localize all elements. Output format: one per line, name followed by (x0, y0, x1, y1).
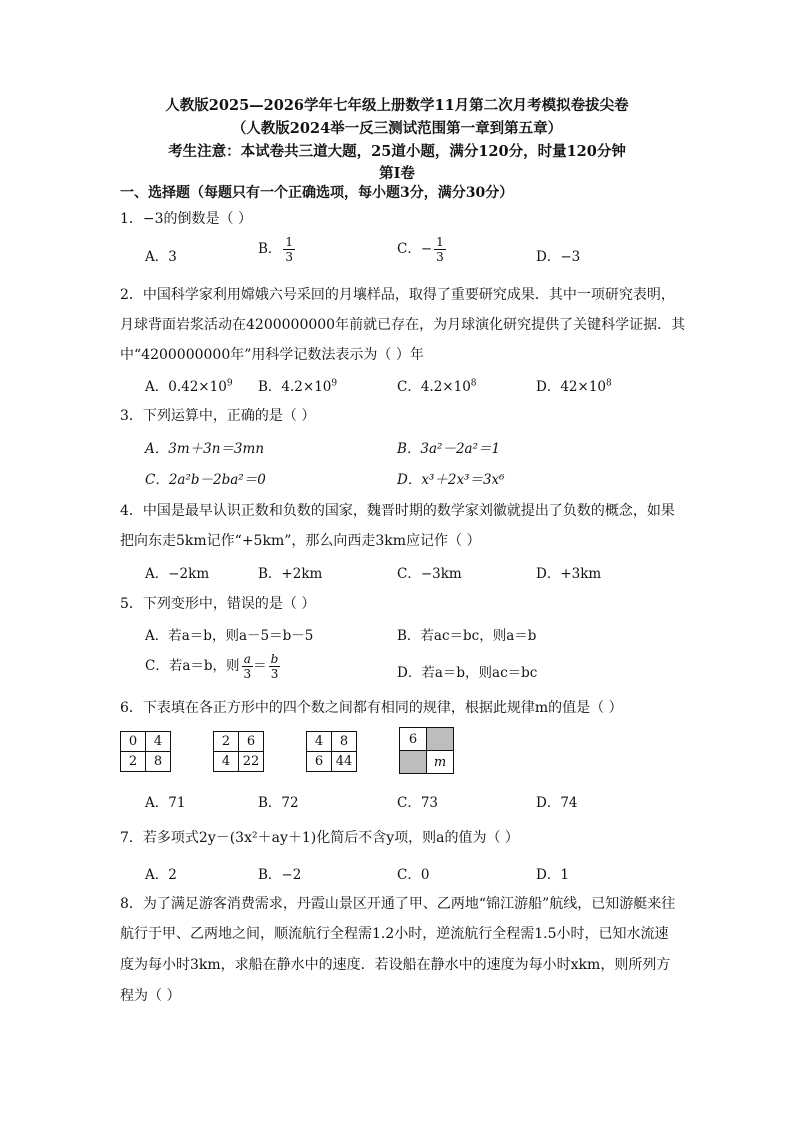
question-2-option-b: B．$4.2\times 10^9$ (258, 378, 338, 395)
question-2-line-1: 2．中国科学家利用嫦娥六号采回的月壤样品，取得了重要研究成果．其中一项研究表明， (120, 287, 675, 303)
question-2-option-a: A．$0.42\times 10^9$ (145, 378, 233, 395)
pattern-grid-1 (120, 731, 171, 772)
question-4-option-b: B．+2km (258, 566, 323, 582)
exam-notice: 考生注意：本试卷共三道大题，25道小题，满分120分，时量120分钟 (168, 143, 626, 160)
question-5-stem: 5．下列变形中，错误的是（ ） (120, 596, 316, 612)
question-4-option-a: A．−2km (145, 566, 210, 582)
shaded-cell (400, 751, 427, 774)
question-1-option-c: C．− $\frac{1}{3}$ (397, 235, 444, 264)
question-6-option-b: B．72 (258, 795, 299, 811)
question-8-line-1: 8．为了满足游客消费需求，丹霞山景区开通了甲、乙两地“锦江游船”航线，已知游艇来往 (120, 896, 676, 912)
question-8-line-3: 度为每小时3km，求船在静水中的速度．若设船在静水中的速度为每小时xkm，则所列方 (120, 957, 671, 973)
question-7-option-c: C．0 (397, 867, 430, 883)
grid-cell-m: m (427, 751, 454, 774)
question-7-option-d: D．1 (536, 867, 569, 883)
grid-cell: 8 (146, 752, 171, 772)
question-2-option-d: D．$42\times 10^8$ (536, 378, 612, 395)
question-3-stem: 3．下列运算中，正确的是（ ） (120, 408, 316, 424)
question-7-option-a: A．2 (145, 867, 177, 883)
grid-cell: 6 (400, 728, 427, 751)
exam-title: 人教版2025—2026学年七年级上册数学11月第二次月考模拟卷拔尖卷 (165, 97, 629, 114)
question-6-option-a: A．71 (145, 795, 186, 811)
question-1-option-d: D．−3 (536, 249, 581, 265)
question-8-line-4: 程为（ ） (120, 988, 181, 1004)
question-3-option-b: B．3a²－2a²＝1 (397, 441, 501, 457)
section-heading: 一、选择题（每题只有一个正确选项，每小题3分，满分30分） (120, 185, 514, 201)
grid-cell: 6 (239, 732, 264, 752)
question-6-option-c: C．73 (397, 795, 439, 811)
question-2-line-2: 月球背面岩浆活动在4200000000年前就已存在，为月球演化研究提供了关键科学证据．其 (120, 317, 686, 333)
question-2-line-3: 中“4200000000年”用科学记数法表示为（ ）年 (120, 347, 424, 363)
grid-cell: 4 (214, 752, 239, 772)
question-1-option-b: B． $\frac{1}{3}$ (258, 235, 294, 264)
grid-cell: 2 (121, 752, 146, 772)
question-1-stem: 1．−3的倒数是（ ） (120, 211, 252, 227)
grid-cell: 0 (121, 732, 146, 752)
question-3-option-c: C．2a²b－2ba²＝0 (145, 472, 266, 488)
question-7-option-b: B．−2 (258, 867, 302, 883)
grid-cell: 8 (332, 732, 357, 752)
grid-cell: 4 (146, 732, 171, 752)
question-4-option-c: C．−3km (397, 566, 462, 582)
pattern-grid-3 (306, 731, 357, 772)
grid-cell: 2 (214, 732, 239, 752)
question-4-option-d: D．+3km (536, 566, 602, 582)
exam-subtitle: （人教版2024举一反三测试范围第一章到第五章） (231, 120, 563, 137)
pattern-grid-2 (213, 731, 264, 772)
question-4-line-1: 4．中国是最早认识正数和负数的国家，魏晋时期的数学家刘徽就提出了负数的概念，如果 (120, 503, 675, 519)
question-6-stem: 6．下表填在各正方形中的四个数之间都有相同的规律，根据此规律m的值是（ ） (120, 700, 623, 716)
question-3-option-d: D．x³＋2x³＝3x⁶ (397, 472, 505, 488)
question-6-option-d: D．74 (536, 795, 578, 811)
grid-cell: 44 (332, 752, 357, 772)
question-5-option-b: B．若ac＝bc，则a＝b (397, 628, 537, 644)
grid-cell: 6 (307, 752, 332, 772)
question-5-option-a: A．若a＝b，则a－5＝b－5 (145, 628, 314, 644)
grid-cell: 4 (307, 732, 332, 752)
question-5-option-d: D．若a＝b，则ac＝bc (397, 665, 538, 681)
shaded-cell (427, 728, 454, 751)
question-3-option-a: A．3m＋3n＝3mn (145, 441, 265, 457)
volume-label: 第Ⅰ卷 (379, 165, 415, 182)
question-7-stem: 7．若多项式2y－(3x²＋ay＋1)化简后不含y项，则a的值为（ ） (120, 830, 519, 846)
question-4-line-2: 把向东走5km记作“+5km”，那么向西走3km应记作（ ） (120, 533, 481, 549)
question-1-option-a: A．3 (145, 249, 177, 265)
grid-cell: 22 (239, 752, 264, 772)
question-8-line-2: 航行于甲、乙两地之间，顺流航行全程需1.2小时，逆流航行全程需1.5小时，已知水流速 (120, 926, 669, 942)
question-5-option-c: C．若a＝b，则 $\frac{a}{3}$ ＝ $\frac{b}{3}$ (145, 652, 279, 681)
pattern-grid-4 (399, 727, 454, 774)
question-2-option-c: C．$4.2\times 10^8$ (397, 378, 477, 395)
